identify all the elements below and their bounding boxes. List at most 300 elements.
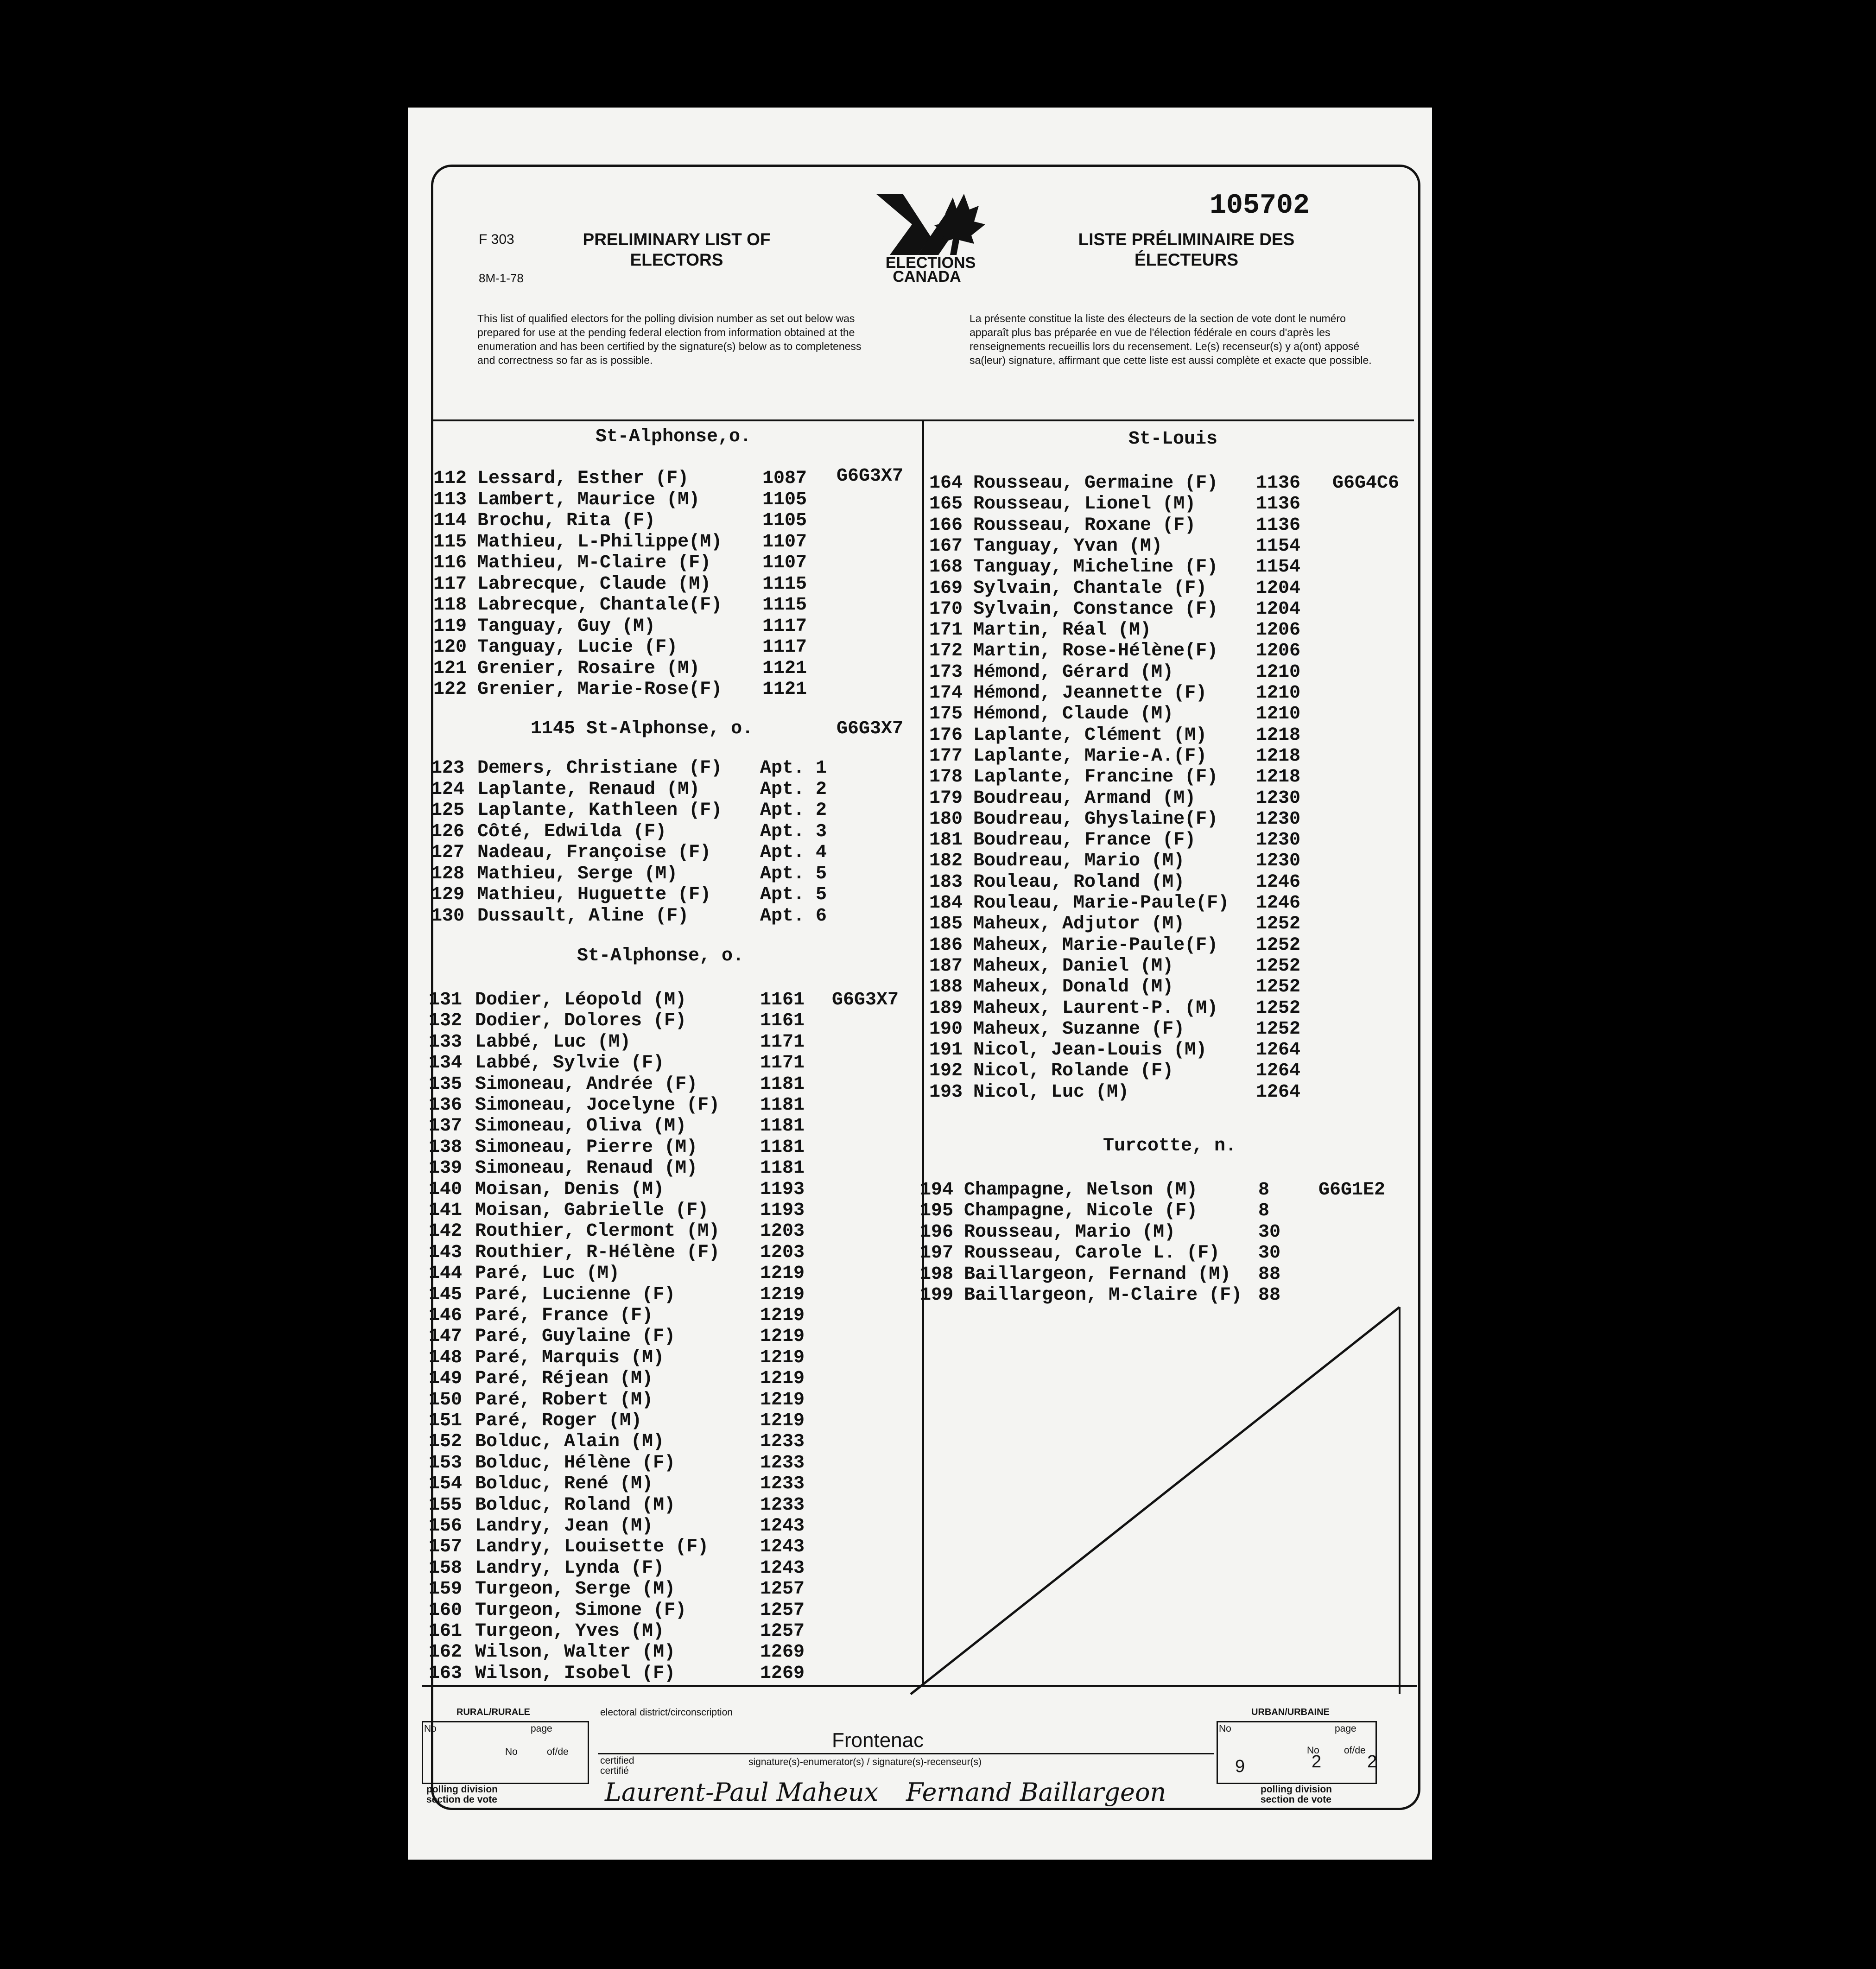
elector-number: 137: [429, 1116, 463, 1137]
elector-number: 174: [929, 683, 963, 704]
elector-address: 1269: [760, 1663, 805, 1684]
elector-number: 170: [929, 598, 963, 620]
elector-name: Nadeau, Françoise (F): [477, 842, 711, 863]
elector-name: Hémond, Jeannette (F): [973, 683, 1207, 704]
elector-address: 1087: [762, 468, 807, 489]
elector-number: 125: [431, 800, 465, 821]
elector-name: Bolduc, Hélène (F): [475, 1452, 676, 1474]
elector-number: 112: [433, 468, 467, 489]
elector-address: 1181: [760, 1158, 805, 1179]
elector-name: Maheux, Laurent-P. (M): [973, 997, 1218, 1019]
elector-name: Landry, Jean (M): [475, 1516, 653, 1537]
serial-number: 105702: [1210, 190, 1310, 222]
elector-number: 150: [429, 1389, 463, 1410]
elector-address: 1210: [1256, 704, 1301, 725]
elector-number: 151: [429, 1410, 463, 1431]
elector-name: Turgeon, Yves (M): [475, 1621, 665, 1642]
elector-number: 169: [929, 578, 963, 599]
elector-name: Côté, Edwilda (F): [477, 821, 667, 842]
elector-address: Apt. 2: [760, 800, 827, 821]
elector-name: Rousseau, Germaine (F): [973, 473, 1218, 494]
elector-name: Mathieu, L-Philippe(M): [477, 531, 723, 553]
elector-name: Paré, France (F): [475, 1305, 653, 1326]
elector-name: Rousseau, Mario (M): [964, 1221, 1176, 1243]
elector-name: Simoneau, Jocelyne (F): [475, 1095, 720, 1116]
elector-name: Routhier, R-Hélène (F): [475, 1242, 720, 1263]
elector-number: 122: [433, 679, 467, 700]
elector-address: 1107: [762, 553, 807, 573]
urban-no2-label: No: [1307, 1745, 1319, 1756]
elector-number: 189: [929, 997, 963, 1019]
elector-address: 1105: [762, 510, 807, 531]
elector-number: 117: [433, 573, 467, 595]
elector-name: Wilson, Isobel (F): [475, 1663, 676, 1684]
rural-polling-label: polling division section de vote: [426, 1784, 498, 1805]
elector-name: Paré, Réjean (M): [475, 1368, 653, 1390]
elector-number: 190: [929, 1018, 963, 1040]
elector-number: 164: [929, 473, 963, 494]
elector-name: Dodier, Léopold (M): [475, 990, 687, 1010]
elector-number: 177: [929, 745, 963, 767]
elector-number: 123: [431, 758, 465, 779]
left-heading-2: 1145 St-Alphonse, o.: [531, 718, 754, 739]
elector-name: Grenier, Marie-Rose(F): [477, 679, 723, 700]
elector-name: Paré, Marquis (M): [475, 1347, 665, 1368]
elector-name: Bolduc, Roland (M): [475, 1494, 676, 1516]
elector-number: 153: [429, 1452, 463, 1474]
elector-name: Boudreau, Ghyslaine(F): [973, 808, 1218, 830]
elector-address: 1219: [760, 1347, 805, 1368]
elector-number: 116: [433, 553, 467, 573]
elector-address: 1264: [1256, 1081, 1301, 1103]
elector-name: Laplante, Marie-A.(F): [973, 745, 1207, 767]
elector-name: Mathieu, Huguette (F): [477, 884, 711, 905]
district-value: Frontenac: [832, 1729, 924, 1752]
elector-address: 30: [1258, 1221, 1281, 1243]
elector-name: Landry, Louisette (F): [475, 1537, 709, 1558]
elector-number: 113: [433, 489, 467, 510]
elector-number: 140: [429, 1179, 463, 1200]
elector-number: 179: [929, 788, 963, 809]
elector-address: 1252: [1256, 997, 1301, 1019]
elector-number: 178: [929, 767, 963, 788]
intro-french: La présente constitue la liste des électeurs de la section de vote dont le numéro apparaît plus bas préparée en vue de l'élection fédérale en cours d'après les renseignements recueillis lors du recensement. Le(s) recenseur(s) y a(ont) apposé sa(leur) signature, affirmant que cette liste est aussi complète et exacte que possible.: [970, 312, 1372, 366]
elector-address: 1230: [1256, 851, 1301, 872]
elector-name: Laplante, Francine (F): [973, 767, 1218, 788]
elector-name: Paré, Luc (M): [475, 1263, 620, 1284]
elector-number: 136: [429, 1095, 463, 1116]
elector-name: Paré, Roger (M): [475, 1410, 642, 1431]
elector-address: 1219: [760, 1326, 805, 1347]
elector-address: 1181: [760, 1137, 805, 1158]
elector-address: 1204: [1256, 598, 1301, 620]
elector-address: 1257: [760, 1621, 805, 1642]
elector-number: 144: [429, 1263, 463, 1284]
elector-number: 149: [429, 1368, 463, 1390]
elector-address: 1161: [760, 990, 805, 1010]
elector-name: Hémond, Gérard (M): [973, 661, 1174, 683]
elector-address: 1193: [760, 1179, 805, 1200]
elector-number: 120: [433, 637, 467, 658]
elector-name: Laplante, Kathleen (F): [477, 800, 723, 821]
elector-address: 1252: [1256, 1018, 1301, 1040]
right-postal-2: G6G1E2: [1318, 1180, 1386, 1200]
elector-address: 1252: [1256, 955, 1301, 977]
elector-address: 1233: [760, 1431, 805, 1453]
elector-address: Apt. 3: [760, 821, 827, 842]
right-heading-2: Turcotte, n.: [1103, 1136, 1237, 1156]
elector-address: 1181: [760, 1116, 805, 1137]
elector-name: Paré, Guylaine (F): [475, 1326, 676, 1347]
elector-number: 163: [429, 1663, 463, 1684]
elector-address: 1210: [1256, 683, 1301, 704]
elector-number: 176: [929, 724, 963, 746]
elector-number: 138: [429, 1137, 463, 1158]
elector-number: 157: [429, 1537, 463, 1558]
elector-address: 1219: [760, 1284, 805, 1305]
elector-name: Moisan, Denis (M): [475, 1179, 665, 1200]
elector-address: 1252: [1256, 914, 1301, 935]
urban-page-value: 2: [1312, 1752, 1322, 1772]
elector-address: 1246: [1256, 871, 1301, 893]
elector-number: 197: [920, 1243, 954, 1264]
elector-name: Labbé, Luc (M): [475, 1031, 631, 1053]
elector-number: 129: [431, 884, 465, 905]
elector-number: 167: [929, 535, 963, 557]
elector-address: 1233: [760, 1452, 805, 1474]
left-heading-3: St-Alphonse, o.: [577, 946, 744, 966]
elector-number: 198: [920, 1264, 954, 1285]
elector-name: Simoneau, Renaud (M): [475, 1158, 698, 1179]
elector-name: Simoneau, Pierre (M): [475, 1137, 698, 1158]
elector-address: 1136: [1256, 514, 1301, 536]
elector-number: 173: [929, 661, 963, 683]
elector-name: Tanguay, Yvan (M): [973, 535, 1163, 557]
elector-name: Turgeon, Simone (F): [475, 1600, 687, 1621]
elector-name: Dussault, Aline (F): [477, 905, 689, 927]
elector-name: Tanguay, Lucie (F): [477, 637, 678, 658]
elector-number: 141: [429, 1200, 463, 1221]
elector-number: 155: [429, 1494, 463, 1516]
title-french: LISTE PRÉLIMINAIRE DES ÉLECTEURS: [1078, 230, 1295, 269]
elector-address: 1219: [760, 1368, 805, 1390]
elector-name: Labbé, Sylvie (F): [475, 1053, 665, 1074]
elector-name: Wilson, Walter (M): [475, 1642, 676, 1663]
elector-name: Mathieu, M-Claire (F): [477, 553, 711, 573]
urban-of-value: 2: [1367, 1752, 1377, 1772]
elector-number: 182: [929, 851, 963, 872]
elector-name: Boudreau, Mario (M): [973, 851, 1185, 872]
form-date: 8M-1-78: [479, 271, 524, 285]
elector-address: 1117: [762, 637, 807, 658]
elector-number: 119: [433, 616, 467, 637]
elector-name: Nicol, Luc (M): [973, 1081, 1129, 1103]
elector-name: Bolduc, René (M): [475, 1474, 653, 1495]
elector-address: 1171: [760, 1053, 805, 1074]
elector-address: Apt. 2: [760, 779, 827, 800]
elector-address: 88: [1258, 1285, 1281, 1306]
elector-address: 1181: [760, 1095, 805, 1116]
right-postal-1: G6G4C6: [1332, 473, 1400, 494]
elector-address: 1117: [762, 616, 807, 637]
elector-name: Maheux, Adjutor (M): [973, 914, 1185, 935]
certified-label: certified certifié: [600, 1755, 634, 1776]
elector-address: 1121: [762, 679, 807, 700]
urban-no-label: No: [1219, 1723, 1231, 1734]
elector-address: Apt. 4: [760, 842, 827, 863]
elector-name: Hémond, Claude (M): [973, 704, 1174, 725]
elector-address: 1154: [1256, 557, 1301, 578]
elector-address: 1219: [760, 1305, 805, 1326]
logo-text-canada: CANADA: [893, 268, 961, 285]
elector-address: 1269: [760, 1642, 805, 1663]
footer-top-line: [422, 1685, 1417, 1687]
elector-address: 1219: [760, 1263, 805, 1284]
elector-name: Martin, Réal (M): [973, 620, 1152, 641]
elector-number: 192: [929, 1061, 963, 1082]
elector-address: 1233: [760, 1474, 805, 1495]
left-heading-1: St-Alphonse,o.: [596, 426, 752, 447]
district-label: electoral district/circonscription: [600, 1707, 733, 1718]
elector-name: Grenier, Rosaire (M): [477, 658, 700, 679]
elector-number: 145: [429, 1284, 463, 1305]
elector-number: 187: [929, 955, 963, 977]
elector-name: Paré, Robert (M): [475, 1389, 653, 1410]
elector-name: Baillargeon, M-Claire (F): [964, 1285, 1242, 1306]
elector-name: Mathieu, Serge (M): [477, 863, 678, 884]
urban-polling-label: polling division section de vote: [1261, 1784, 1332, 1805]
elector-number: 196: [920, 1221, 954, 1243]
elector-name: Nicol, Rolande (F): [973, 1061, 1174, 1082]
elector-number: 154: [429, 1474, 463, 1495]
urban-of-label: of/de: [1344, 1745, 1366, 1756]
elector-address: Apt. 1: [760, 758, 827, 779]
elector-number: 186: [929, 934, 963, 956]
left-postal-3: G6G3X7: [832, 990, 899, 1010]
elector-address: 1219: [760, 1410, 805, 1431]
elector-address: 8: [1258, 1180, 1270, 1200]
footer-mid-line: [598, 1753, 1214, 1754]
elector-address: 1115: [762, 573, 807, 595]
elector-number: 162: [429, 1642, 463, 1663]
elector-number: 115: [433, 531, 467, 553]
elector-number: 130: [431, 905, 465, 927]
elector-address: 1193: [760, 1200, 805, 1221]
elector-number: 159: [429, 1579, 463, 1600]
elector-number: 171: [929, 620, 963, 641]
elector-number: 165: [929, 494, 963, 515]
elector-number: 133: [429, 1031, 463, 1053]
elector-address: 1136: [1256, 473, 1301, 494]
elector-name: Maheux, Suzanne (F): [973, 1018, 1185, 1040]
elector-address: 1181: [760, 1073, 805, 1095]
elector-address: 1230: [1256, 788, 1301, 809]
elector-address: 1171: [760, 1031, 805, 1053]
elector-name: Demers, Christiane (F): [477, 758, 723, 779]
elector-name: Tanguay, Guy (M): [477, 616, 656, 637]
elector-address: Apt. 6: [760, 905, 827, 927]
elector-number: 127: [431, 842, 465, 863]
elector-address: 1136: [1256, 494, 1301, 515]
elector-name: Turgeon, Serge (M): [475, 1579, 676, 1600]
elector-number: 126: [431, 821, 465, 842]
elector-address: Apt. 5: [760, 863, 827, 884]
left-postal-1: G6G3X7: [837, 466, 904, 487]
elector-number: 114: [433, 510, 467, 531]
elector-address: 1230: [1256, 808, 1301, 830]
elector-address: 1264: [1256, 1061, 1301, 1082]
elector-name: Rousseau, Lionel (M): [973, 494, 1196, 515]
elector-number: 161: [429, 1621, 463, 1642]
elector-number: 148: [429, 1347, 463, 1368]
elector-number: 135: [429, 1073, 463, 1095]
elector-name: Rousseau, Roxane (F): [973, 514, 1196, 536]
elector-address: 1218: [1256, 724, 1301, 746]
elector-number: 184: [929, 893, 963, 914]
elector-name: Rousseau, Carole L. (F): [964, 1243, 1220, 1264]
elector-address: 1107: [762, 531, 807, 553]
elector-number: 131: [429, 990, 463, 1010]
logo-text-elections: ELECTIONS: [885, 254, 976, 272]
elector-address: 1210: [1256, 661, 1301, 683]
elector-name: Maheux, Donald (M): [973, 977, 1174, 998]
elector-name: Simoneau, Oliva (M): [475, 1116, 687, 1137]
form-code: F 303: [479, 232, 514, 247]
elector-name: Landry, Lynda (F): [475, 1557, 665, 1579]
elector-number: 168: [929, 557, 963, 578]
rural-page-label: page: [531, 1723, 552, 1734]
elector-name: Routhier, Clermont (M): [475, 1221, 720, 1242]
elector-number: 147: [429, 1326, 463, 1347]
elector-address: 1252: [1256, 934, 1301, 956]
elector-number: 175: [929, 704, 963, 725]
elector-number: 146: [429, 1305, 463, 1326]
elector-number: 143: [429, 1242, 463, 1263]
elector-number: 172: [929, 641, 963, 662]
elector-address: 1204: [1256, 578, 1301, 599]
title-english: PRELIMINARY LIST OF ELECTORS: [583, 230, 771, 269]
elector-name: Dodier, Dolores (F): [475, 1010, 687, 1032]
elector-name: Labrecque, Claude (M): [477, 573, 711, 595]
elector-name: Maheux, Marie-Paule(F): [973, 934, 1218, 956]
elector-name: Paré, Lucienne (F): [475, 1284, 676, 1305]
elector-address: 1257: [760, 1600, 805, 1621]
elector-address: 1243: [760, 1516, 805, 1537]
elector-address: 1264: [1256, 1040, 1301, 1061]
left-postal-2: G6G3X7: [837, 718, 904, 739]
elector-number: 132: [429, 1010, 463, 1032]
elector-number: 121: [433, 658, 467, 679]
elector-address: 1219: [760, 1389, 805, 1410]
elector-address: 1257: [760, 1579, 805, 1600]
elector-address: 1233: [760, 1494, 805, 1516]
elector-address: 1243: [760, 1557, 805, 1579]
elector-name: Champagne, Nicole (F): [964, 1200, 1198, 1222]
elector-number: 124: [431, 779, 465, 800]
elector-name: Maheux, Daniel (M): [973, 955, 1174, 977]
elector-address: 1252: [1256, 977, 1301, 998]
elector-name: Bolduc, Alain (M): [475, 1431, 665, 1453]
elector-name: Champagne, Nelson (M): [964, 1180, 1198, 1200]
elector-address: 88: [1258, 1264, 1281, 1285]
elector-number: 185: [929, 914, 963, 935]
elector-address: 30: [1258, 1243, 1281, 1264]
elector-address: 8: [1258, 1200, 1270, 1222]
rural-no2-label: No: [505, 1747, 518, 1757]
elector-number: 188: [929, 977, 963, 998]
elector-number: 134: [429, 1053, 463, 1074]
intro-english: This list of qualified electors for the polling division number as set out below was prepared for use at the pending federal election from information obtained at the enumeration and has been certified by the signature(s) below as to completeness and correctness so far as is possible.: [477, 312, 862, 366]
elector-address: 1121: [762, 658, 807, 679]
urban-no-value: 9: [1235, 1757, 1245, 1776]
elector-name: Sylvain, Chantale (F): [973, 578, 1207, 599]
elector-name: Lessard, Esther (F): [477, 468, 689, 489]
urban-page-label: page: [1335, 1723, 1356, 1734]
elector-number: 195: [920, 1200, 954, 1222]
elector-address: 1115: [762, 595, 807, 616]
elector-name: Laplante, Clément (M): [973, 724, 1207, 746]
elector-number: 142: [429, 1221, 463, 1242]
elector-number: 183: [929, 871, 963, 893]
elector-name: Labrecque, Chantale(F): [477, 595, 723, 616]
elector-number: 160: [429, 1600, 463, 1621]
elector-name: Martin, Rose-Hélène(F): [973, 641, 1218, 662]
elector-number: 193: [929, 1081, 963, 1103]
elector-name: Laplante, Renaud (M): [477, 779, 700, 800]
elector-number: 194: [920, 1180, 954, 1200]
signature-enumerator-1: Laurent-Paul Maheux: [605, 1778, 879, 1807]
elector-address: 1161: [760, 1010, 805, 1032]
elections-canada-logo: [871, 185, 992, 285]
elector-name: Tanguay, Micheline (F): [973, 557, 1218, 578]
elector-address: 1218: [1256, 745, 1301, 767]
elector-name: Sylvain, Constance (F): [973, 598, 1218, 620]
elector-name: Boudreau, Armand (M): [973, 788, 1196, 809]
elector-address: Apt. 5: [760, 884, 827, 905]
elector-address: 1246: [1256, 893, 1301, 914]
rural-of-label: of/de: [547, 1747, 569, 1757]
elector-number: 166: [929, 514, 963, 536]
elector-number: 180: [929, 808, 963, 830]
elector-name: Rouleau, Roland (M): [973, 871, 1185, 893]
elector-number: 191: [929, 1040, 963, 1061]
elector-name: Lambert, Maurice (M): [477, 489, 700, 510]
elector-address: 1206: [1256, 641, 1301, 662]
signature-enumerator-2: Fernand Baillargeon: [906, 1778, 1166, 1807]
elector-address: 1230: [1256, 830, 1301, 851]
elector-address: 1243: [760, 1537, 805, 1558]
rural-no-label: No: [424, 1723, 437, 1734]
elector-name: Brochu, Rita (F): [477, 510, 656, 531]
elector-address: 1203: [760, 1242, 805, 1263]
elector-number: 152: [429, 1431, 463, 1453]
elector-number: 139: [429, 1158, 463, 1179]
elector-name: Baillargeon, Fernand (M): [964, 1264, 1231, 1285]
elector-number: 156: [429, 1516, 463, 1537]
elector-address: 1218: [1256, 767, 1301, 788]
elector-name: Rouleau, Marie-Paule(F): [973, 893, 1230, 914]
elector-address: 1105: [762, 489, 807, 510]
elector-name: Moisan, Gabrielle (F): [475, 1200, 709, 1221]
signature-label: signature(s)-enumerator(s) / signature(s)-recenseur(s): [748, 1757, 982, 1767]
cancel-diagonal-line: [906, 1302, 1407, 1696]
elector-name: Simoneau, Andrée (F): [475, 1073, 698, 1095]
elector-name: Boudreau, France (F): [973, 830, 1196, 851]
elector-address: 1206: [1256, 620, 1301, 641]
elector-address: 1154: [1256, 535, 1301, 557]
elector-number: 118: [433, 595, 467, 616]
rural-label: RURAL/RURALE: [456, 1707, 530, 1717]
